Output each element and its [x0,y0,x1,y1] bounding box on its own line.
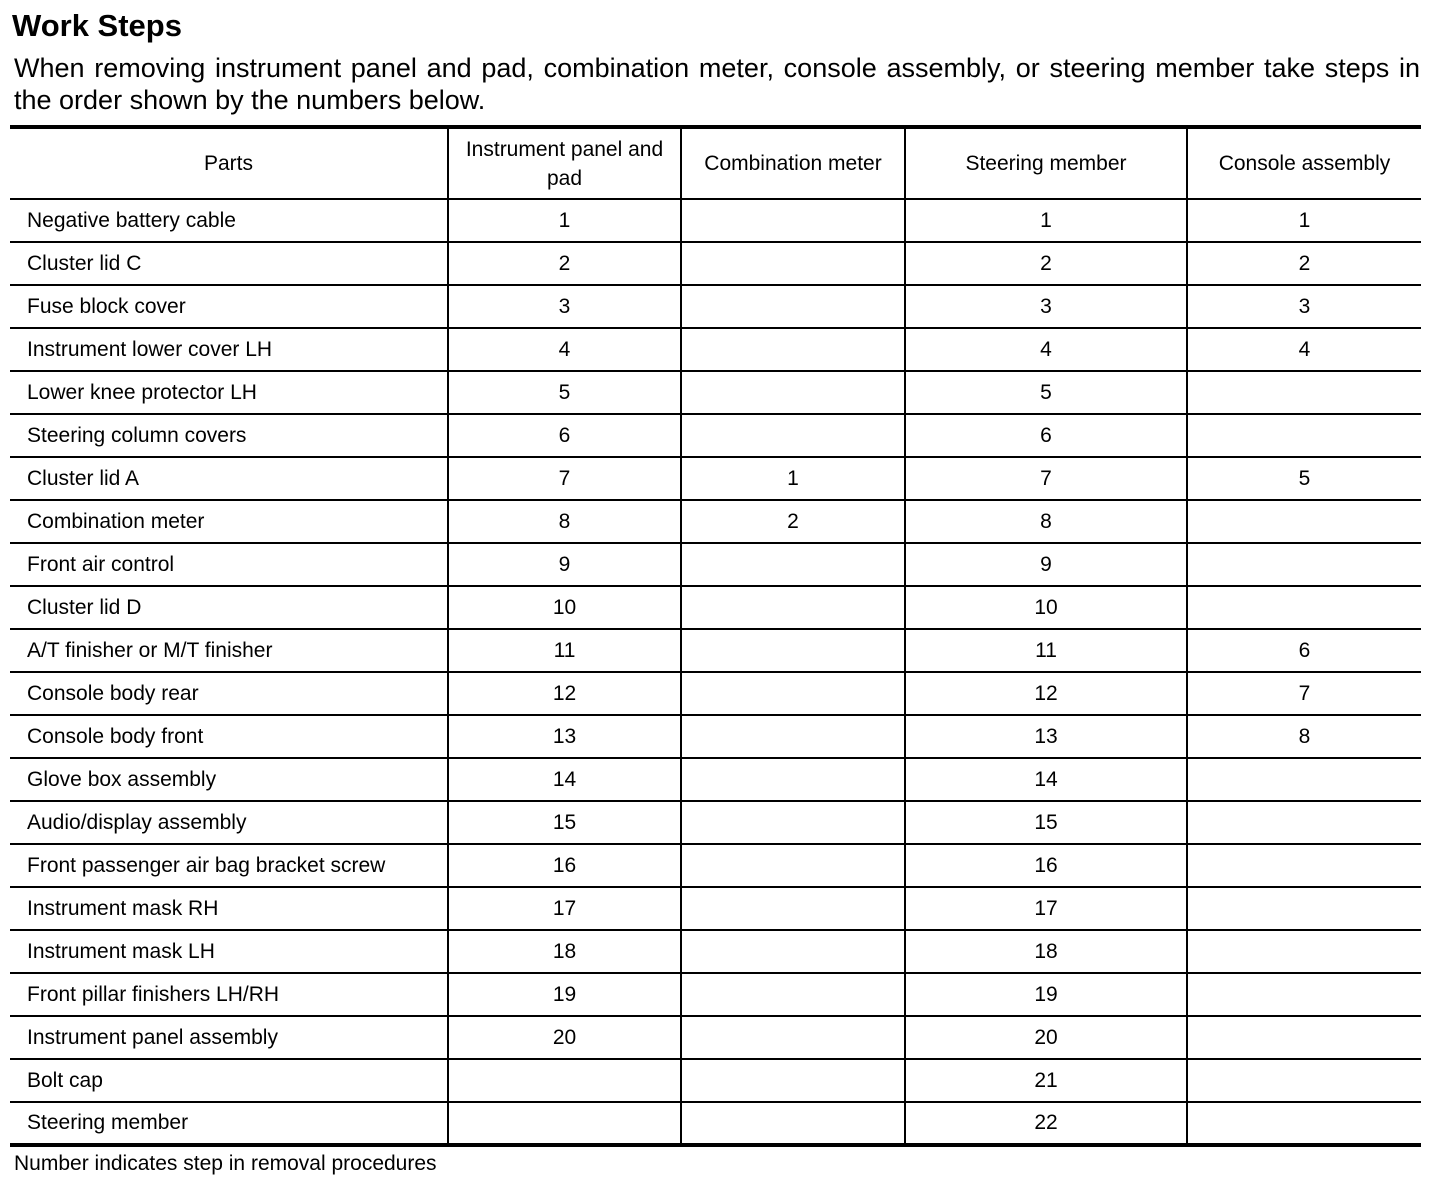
console-assembly-step-cell [1187,1102,1421,1145]
table-body [10,199,1421,1145]
instrument-panel-step-cell [448,1102,681,1145]
combination-meter-step-cell [681,1059,905,1102]
part-cell: Console body front [10,715,448,758]
steering-member-step-cell: 12 [905,672,1187,715]
steering-member-step-cell: 7 [905,457,1187,500]
combination-meter-step-cell [681,199,905,242]
console-assembly-step-cell [1187,414,1421,457]
steering-member-step-cell: 5 [905,371,1187,414]
combination-meter-step-cell [681,285,905,328]
part-cell: Front air control [10,543,448,586]
combination-meter-step-cell [681,801,905,844]
table-row [10,242,1421,285]
part-cell: Fuse block cover [10,285,448,328]
steering-member-step-cell: 9 [905,543,1187,586]
steering-member-step-cell: 22 [905,1102,1187,1145]
steering-member-step-cell: 4 [905,328,1187,371]
header-combination-meter: Combination meter [681,127,905,199]
table-row [10,715,1421,758]
console-assembly-step-cell: 3 [1187,285,1421,328]
combination-meter-step-cell [681,242,905,285]
steering-member-step-cell: 18 [905,930,1187,973]
combination-meter-step-cell [681,1102,905,1145]
console-assembly-step-cell [1187,758,1421,801]
table-row [10,672,1421,715]
instrument-panel-step-cell: 15 [448,801,681,844]
table-row [10,500,1421,543]
instrument-panel-step-cell [448,1059,681,1102]
instrument-panel-step-cell: 3 [448,285,681,328]
table-row [10,973,1421,1016]
table-row [10,801,1421,844]
combination-meter-step-cell [681,1016,905,1059]
table-row [10,371,1421,414]
part-cell: Negative battery cable [10,199,448,242]
instrument-panel-step-cell: 18 [448,930,681,973]
console-assembly-step-cell [1187,586,1421,629]
part-cell: Glove box assembly [10,758,448,801]
instrument-panel-step-cell: 2 [448,242,681,285]
instrument-panel-step-cell: 14 [448,758,681,801]
console-assembly-step-cell [1187,844,1421,887]
part-cell: A/T finisher or M/T finisher [10,629,448,672]
console-assembly-step-cell: 4 [1187,328,1421,371]
part-cell: Instrument mask RH [10,887,448,930]
console-assembly-step-cell: 6 [1187,629,1421,672]
table-row [10,457,1421,500]
combination-meter-step-cell [681,414,905,457]
table-row [10,285,1421,328]
part-cell: Combination meter [10,500,448,543]
console-assembly-step-cell [1187,973,1421,1016]
header-console-assembly: Console assembly [1187,127,1421,199]
part-cell: Cluster lid C [10,242,448,285]
steering-member-step-cell: 17 [905,887,1187,930]
combination-meter-step-cell [681,586,905,629]
table-row [10,1102,1421,1145]
instrument-panel-step-cell: 6 [448,414,681,457]
steering-member-step-cell: 10 [905,586,1187,629]
table-row [10,199,1421,242]
part-cell: Steering column covers [10,414,448,457]
steering-member-step-cell: 16 [905,844,1187,887]
instrument-panel-step-cell: 11 [448,629,681,672]
instrument-panel-step-cell: 10 [448,586,681,629]
table-row [10,930,1421,973]
console-assembly-step-cell: 8 [1187,715,1421,758]
part-cell: Audio/display assembly [10,801,448,844]
footnote: Number indicates step in removal procedures [14,1152,437,1175]
console-assembly-step-cell [1187,543,1421,586]
part-cell: Front pillar finishers LH/RH [10,973,448,1016]
part-cell: Instrument mask LH [10,930,448,973]
table-row [10,844,1421,887]
part-cell: Steering member [10,1102,448,1145]
table-row [10,414,1421,457]
part-cell: Instrument lower cover LH [10,328,448,371]
combination-meter-step-cell [681,887,905,930]
part-cell: Front passenger air bag bracket screw [10,844,448,887]
combination-meter-step-cell [681,715,905,758]
combination-meter-step-cell: 2 [681,500,905,543]
instrument-panel-step-cell: 1 [448,199,681,242]
instrument-panel-step-cell: 7 [448,457,681,500]
table-row [10,1059,1421,1102]
combination-meter-step-cell [681,328,905,371]
table-row [10,543,1421,586]
steering-member-step-cell: 20 [905,1016,1187,1059]
table-row [10,758,1421,801]
part-cell: Cluster lid A [10,457,448,500]
instrument-panel-step-cell: 4 [448,328,681,371]
steering-member-step-cell: 13 [905,715,1187,758]
table-row [10,1016,1421,1059]
instrument-panel-step-cell: 19 [448,973,681,1016]
console-assembly-step-cell [1187,1059,1421,1102]
steering-member-step-cell: 8 [905,500,1187,543]
console-assembly-step-cell [1187,371,1421,414]
instrument-panel-step-cell: 8 [448,500,681,543]
instrument-panel-step-cell: 5 [448,371,681,414]
combination-meter-step-cell: 1 [681,457,905,500]
part-cell: Instrument panel assembly [10,1016,448,1059]
combination-meter-step-cell [681,672,905,715]
console-assembly-step-cell: 5 [1187,457,1421,500]
console-assembly-step-cell: 7 [1187,672,1421,715]
steering-member-step-cell: 3 [905,285,1187,328]
intro-paragraph: When removing instrument panel and pad, combination meter, console assembly, or steering member take steps in the order shown by the numbers below. [14,53,1420,115]
console-assembly-step-cell [1187,801,1421,844]
instrument-panel-step-cell: 20 [448,1016,681,1059]
part-cell: Lower knee protector LH [10,371,448,414]
header-instrument-panel: Instrument panel and pad [448,127,681,199]
combination-meter-step-cell [681,371,905,414]
table-row [10,887,1421,930]
header-parts: Parts [10,127,448,199]
console-assembly-step-cell: 1 [1187,199,1421,242]
combination-meter-step-cell [681,758,905,801]
combination-meter-step-cell [681,930,905,973]
part-cell: Bolt cap [10,1059,448,1102]
instrument-panel-step-cell: 13 [448,715,681,758]
steering-member-step-cell: 21 [905,1059,1187,1102]
instrument-panel-step-cell: 16 [448,844,681,887]
combination-meter-step-cell [681,543,905,586]
part-cell: Cluster lid D [10,586,448,629]
console-assembly-step-cell [1187,500,1421,543]
table-row [10,586,1421,629]
table-row [10,328,1421,371]
combination-meter-step-cell [681,973,905,1016]
steering-member-step-cell: 2 [905,242,1187,285]
combination-meter-step-cell [681,844,905,887]
console-assembly-step-cell [1187,930,1421,973]
work-steps-table [10,125,1421,1147]
instrument-panel-step-cell: 9 [448,543,681,586]
combination-meter-step-cell [681,629,905,672]
part-cell: Console body rear [10,672,448,715]
steering-member-step-cell: 11 [905,629,1187,672]
console-assembly-step-cell [1187,1016,1421,1059]
console-assembly-step-cell [1187,887,1421,930]
console-assembly-step-cell: 2 [1187,242,1421,285]
steering-member-step-cell: 1 [905,199,1187,242]
page-title: Work Steps [12,8,182,43]
steering-member-step-cell: 6 [905,414,1187,457]
header-steering-member: Steering member [905,127,1187,199]
steering-member-step-cell: 19 [905,973,1187,1016]
instrument-panel-step-cell: 12 [448,672,681,715]
table-header-row [10,127,1421,199]
steering-member-step-cell: 15 [905,801,1187,844]
steering-member-step-cell: 14 [905,758,1187,801]
table-row [10,629,1421,672]
instrument-panel-step-cell: 17 [448,887,681,930]
